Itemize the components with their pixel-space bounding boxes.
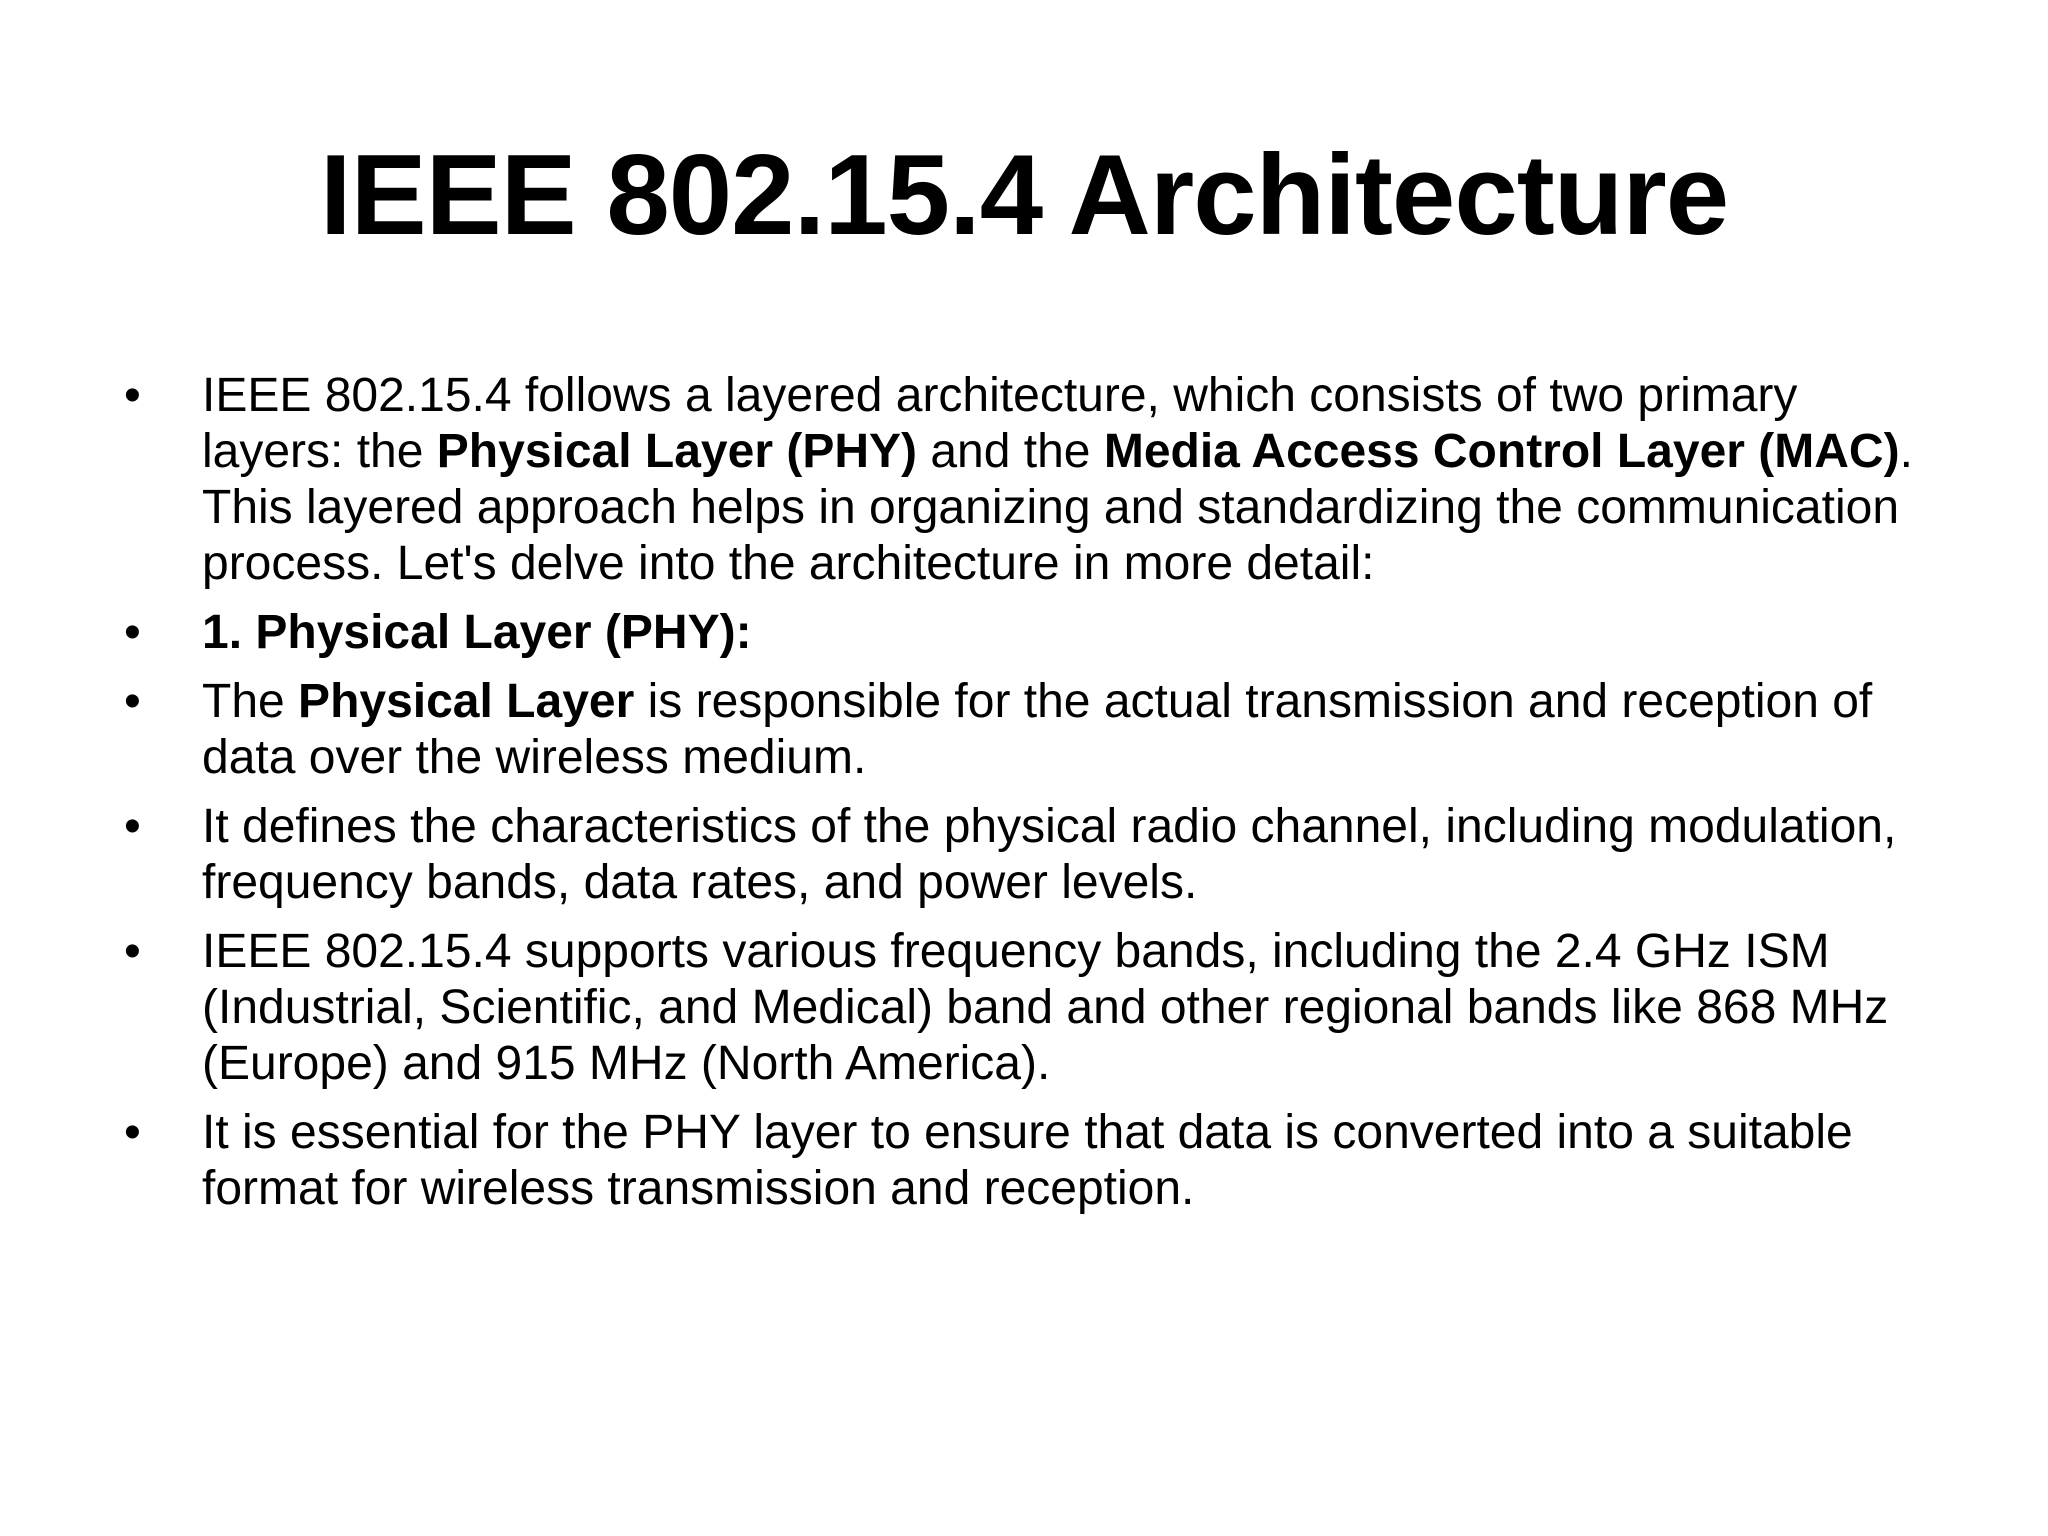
- bullet-text: [202, 799, 1950, 911]
- bullet-dot-icon: •: [124, 800, 141, 853]
- slide-title: IEEE 802.15.4 Architecture: [319, 132, 1729, 259]
- bullet-text: [202, 605, 1950, 661]
- text-segment: The: [202, 675, 299, 728]
- bullet-item: [120, 924, 1950, 1092]
- text-segment: and the: [917, 425, 1104, 478]
- bullet-item: [120, 1105, 1950, 1217]
- text-segment: IEEE 802.15.4 follows a layered architecture, which consists of two primary layers: the: [202, 369, 1798, 478]
- bullet-list: [120, 368, 1950, 1230]
- bullet-dot-icon: •: [124, 1106, 141, 1159]
- text-segment: IEEE 802.15.4 supports various frequency bands, including the 2.4 GHz ISM (Industrial, Scientific, and Medical) band and other regional bands like 868 MHz (Europe) and 915 MHz (North America).: [202, 925, 1889, 1090]
- text-segment: is responsible for the actual transmission and reception of data over the wireless medium.: [202, 675, 1873, 784]
- bullet-item: [120, 368, 1950, 592]
- bullet-item: [120, 799, 1950, 911]
- text-segment: It is essential for the PHY layer to ensure that data is converted into a suitable format for wireless transmission and reception.: [202, 1106, 1853, 1215]
- bullet-item: [120, 605, 1950, 661]
- bullet-text: [202, 368, 1950, 592]
- bullet-dot-icon: •: [124, 606, 141, 659]
- section-heading: 1. Physical Layer (PHY):: [202, 606, 752, 659]
- text-segment: . This layered approach helps in organizing and standardizing the communication process. Let's delve into the architecture in more detail:: [202, 425, 1913, 590]
- bullet-text: [202, 924, 1950, 1092]
- bold-term-mac: Media Access Control Layer (MAC): [1103, 425, 1900, 478]
- bold-term-physical-layer: Physical Layer: [298, 675, 635, 728]
- bullet-dot-icon: •: [124, 369, 141, 422]
- bullet-dot-icon: •: [124, 675, 141, 728]
- bullet-dot-icon: •: [124, 925, 141, 978]
- text-segment: It defines the characteristics of the physical radio channel, including modulation, frequency bands, data rates, and power levels.: [202, 800, 1897, 909]
- bold-term-phy: Physical Layer (PHY): [436, 425, 917, 478]
- bullet-text: [202, 1105, 1950, 1217]
- bullet-item: [120, 674, 1950, 786]
- bullet-text: [202, 674, 1950, 786]
